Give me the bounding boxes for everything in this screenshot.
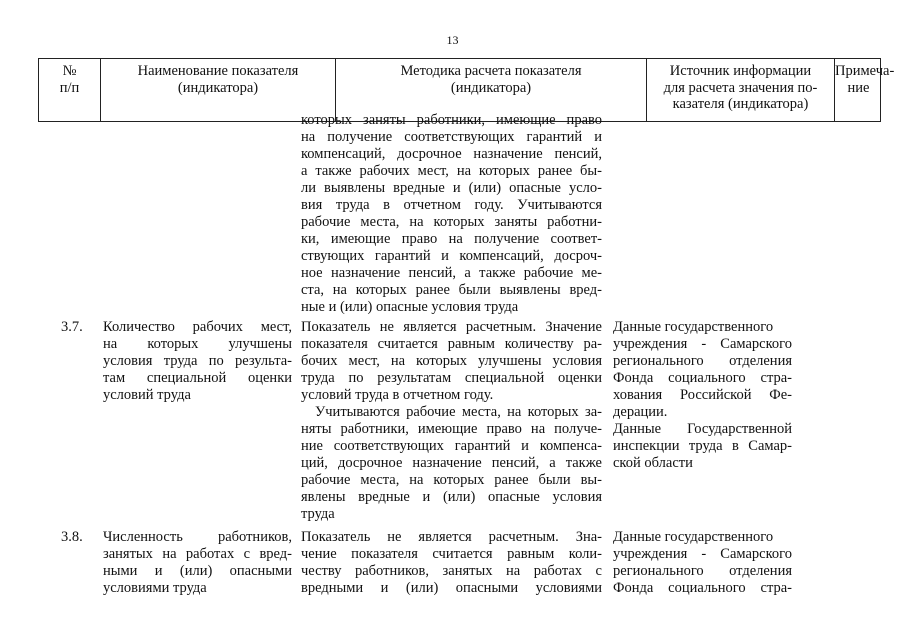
header-col-method: Методика расчета показателя (индикатора): [335, 59, 646, 121]
row-number: 3.8.: [61, 529, 83, 545]
indicator-name: Численность работников, занятых на работах с вред- ными и (или) опасными условиями труда: [103, 529, 292, 596]
source-text: Данные государственного учреждения - Самарского регионального отделения Фонда социального стра- хования Российской Фе- дерации. Данные Государственной инспекции труда в Самар- ской области: [613, 319, 792, 471]
source-text: Данные государственного учреждения - Самарского регионального отделения Фонда социального стра-: [613, 529, 792, 596]
method-text: Показатель не является расчетным. Зна- чение показателя считается равным коли- честву работников, занятых на работах с вредными и (или) опасными условиями: [301, 529, 602, 596]
indicator-name: Количество рабочих мест, на которых улучшены условия труда по результа- там специальной оценки условий труда: [103, 319, 292, 403]
page-number: 13: [446, 33, 459, 47]
header-col-note: Примеча- ние: [834, 59, 882, 121]
row-number: 3.7.: [61, 319, 83, 335]
method-text: Показатель не является расчетным. Значение показателя считается равным количеству ра- бочих мест, на которых улучшены условия труда по результатам специальной оценки условий труда в отчетном году. Учитываются рабочие места, на которых за- няты работники, имеющие право на получе- ние соответствующих гарантий и компенса- ций, досрочное назначение пенсий, а также рабочие места, на которых ранее были вы- явлены вредные и (или) опасные условия труда: [301, 319, 602, 522]
header-col-indicator-name: Наименование показателя (индикатора): [100, 59, 335, 121]
header-col-source: Источник информации для расчета значения по- казателя (индикатора): [646, 59, 834, 121]
header-col-number: № п/п: [59, 63, 80, 96]
continuation-method-text: которых заняты работники, имеющие право на получение соответствующих гарантий и компенсаций, досрочное назначение пенсий, а также рабочих мест, на которых ранее бы- ли выявлены вредные и (или) опасные усло- вия труда в отчетном году. Учитываются рабочие места, на которых заняты работни- ки, имеющие право на получение соответ- ствующих гарантий и компенсаций, досроч- ное назначение пенсий, а также рабочие ме- ста, на которых ранее были выявлены вред- ные и (или) опасные условия труда: [301, 112, 602, 315]
